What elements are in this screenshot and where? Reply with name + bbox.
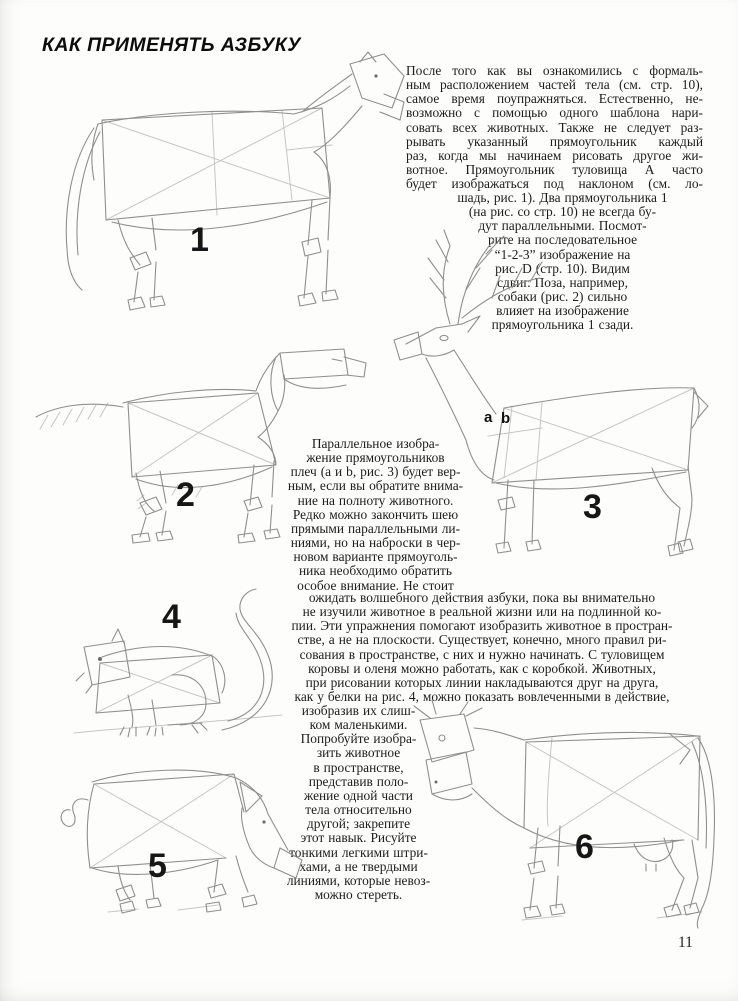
- text-line: ожидать волшебного действия азбуки, пока вы внимательно: [308, 590, 656, 605]
- text-line: сдвиг. Поза, например,: [497, 274, 628, 290]
- text-line: при рисовании которых линии накладываются друг на друга,: [305, 674, 659, 690]
- deer-label-a: a: [484, 409, 493, 426]
- horse-drawing-icon: [32, 50, 412, 312]
- text-line: ние на полноту животного.: [297, 492, 454, 508]
- figure-number-1: 1: [190, 221, 208, 259]
- text-line: особое внимание. Не стоит: [297, 577, 454, 593]
- text-line: этот навык. Рисуйте: [300, 830, 417, 846]
- text-line: можно стереть.: [314, 887, 403, 903]
- text-line: сования в пространстве, с них и нужно начинать. С туловищем: [299, 646, 665, 662]
- text-line: вотное. Прямоугольник туловища А часто: [406, 162, 703, 178]
- text-line: представив поло-: [308, 773, 409, 789]
- text-line: ниями, но на наброски в чер-: [290, 535, 461, 551]
- text-line: жение одной части: [304, 787, 413, 803]
- text-line: совать всех животных. Также не следует раз-: [406, 119, 703, 135]
- text-line: собаки (рис. 2) сильно: [497, 289, 628, 305]
- text-line: ника необходимо обратить: [298, 563, 452, 579]
- figure-number-4: 4: [162, 598, 180, 636]
- text-line: влияет на изображение: [496, 303, 629, 319]
- figure-number-5: 5: [148, 847, 166, 885]
- figure-number-3: 3: [583, 488, 601, 526]
- text-line: Редко можно закончить шею: [292, 506, 459, 522]
- cow-sketch: [402, 698, 732, 933]
- text-line: хами, а не твердыми: [299, 858, 418, 874]
- text-line: коровы и оленя можно работать, как с коробкой. Животных,: [308, 660, 656, 676]
- text-line: изобразив их слиш-: [301, 703, 416, 718]
- text-line: раз, когда мы начинаем рисовать другое жи-: [406, 147, 703, 163]
- text-line: плеч (а и b, рис. 3) будет вер-: [290, 464, 461, 480]
- text-line: ным расположением частей тела (см. стр. 10),: [406, 77, 703, 93]
- pig-sketch: [58, 752, 308, 917]
- text-line: После того как вы ознакомились с формаль-: [406, 63, 703, 78]
- text-line: тонкими легкими штри-: [289, 844, 428, 860]
- text-line: Попробуйте изобра-: [300, 731, 417, 747]
- intro-paragraph: [406, 64, 703, 191]
- text-line: дут параллельными. Посмот-: [478, 218, 647, 234]
- text-line: жение прямоугольников: [306, 450, 445, 466]
- cow-drawing-icon: [402, 698, 732, 933]
- text-line: зить животное: [316, 745, 401, 761]
- text-line: другой; закрепите: [306, 816, 411, 832]
- wide-paragraph: [258, 591, 706, 704]
- text-line: (на рис. со стр. 10) не всегда бу-: [468, 204, 657, 220]
- figure-number-2: 2: [176, 476, 194, 514]
- text-line: тела относительно: [305, 802, 412, 818]
- horse-sketch: [32, 50, 412, 312]
- text-line: линиями, которые невоз-: [286, 872, 431, 888]
- text-line: Параллельное изобра-: [311, 436, 440, 451]
- text-line: в пространстве,: [313, 759, 404, 775]
- text-line: возможно с помощью одного шаблона нари-: [406, 105, 703, 121]
- deer-label-b: b: [501, 410, 511, 427]
- text-line: не изучили животное в реальной жизни или на подлинной ко-: [302, 604, 662, 620]
- text-line: пии. Эти упражнения помогают изобразить животное в простран-: [291, 618, 673, 634]
- text-line: рывать указанный прямоугольник каждый: [406, 133, 703, 149]
- figure-number-6: 6: [575, 828, 593, 866]
- text-line: прямыми параллельными ли-: [290, 520, 461, 536]
- middle-paragraph: [268, 437, 483, 593]
- text-line: стве, а не на плоскости. Существует, конечно, много правил ри-: [297, 632, 667, 648]
- text-line: новом варианте прямоуголь-: [293, 549, 458, 565]
- text-line: самое время поупражняться. Естественно, не-: [406, 91, 703, 107]
- text-line: шадь, рис. 1). Два прямоугольника 1: [457, 190, 668, 205]
- text-line: прямоугольника 1 сзади.: [491, 317, 634, 333]
- text-line: как у белки на рис. 4, можно показать вовлеченными в действие,: [294, 689, 670, 705]
- text-line: ным, если вы обратите внима-: [287, 478, 464, 494]
- text-line: ком маленькими.: [309, 717, 408, 733]
- pig-drawing-icon: [58, 752, 308, 917]
- text-line: рите на последовательное: [487, 232, 638, 248]
- page-number: 11: [678, 934, 693, 951]
- text-line: “1-2-3” изображение на: [494, 246, 631, 262]
- text-line: будет изображаться под наклоном (см. ло-: [406, 176, 703, 192]
- text-line: рис. D (стр. 10). Видим: [495, 260, 630, 276]
- page-title: КАК ПРИМЕНЯТЬ АЗБУКУ: [42, 34, 301, 56]
